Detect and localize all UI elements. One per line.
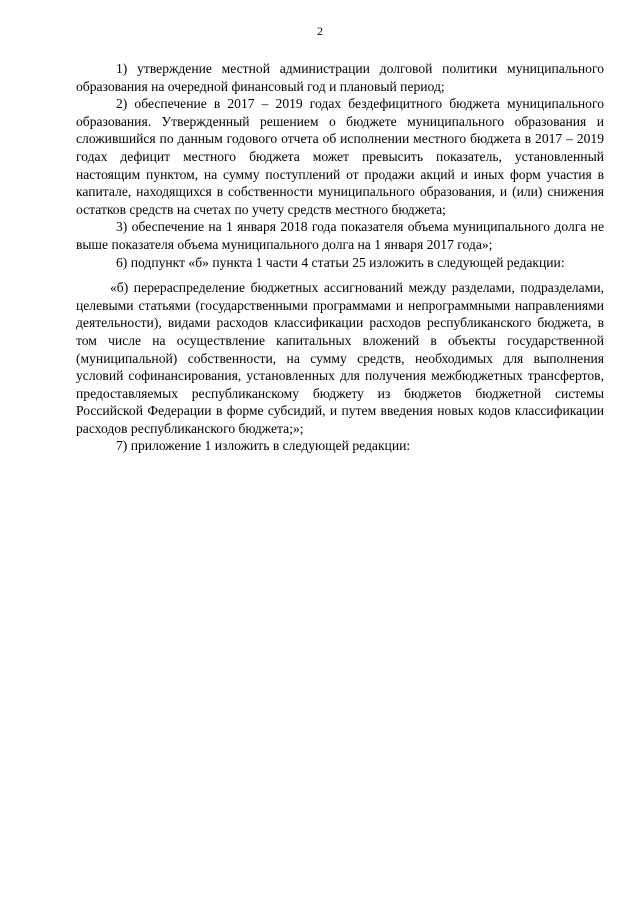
paragraph-4: 6) подпункт «б» пункта 1 части 4 статьи 25 изложить в следующей редакции: (116, 254, 565, 270)
paragraph-1: 1) утверждение местной администрации долговой политики муниципального образования на очередной финансовый год и плановый период; (76, 61, 604, 94)
quoted-paragraph: «б) перераспределение бюджетных ассигнований между разделами, подразделами, целевыми статьями (государственными программами и непрограммными направлениями деятельности), видами расходов классификации расходов республиканского бюджета, в том числе на осуществление капитальных вложений в объекты государственной (муниципальной) собственности, на сумму средств, необходимых для выполнения условий софинансирования, установленных для получения межбюджетных трансфертов, предоставляемых республиканскому бюджету из бюджетов бюджетной системы Российской Федерации в форме субсидий, и путем введения новых кодов классификации расходов республиканского бюджета;»; (76, 280, 604, 436)
paragraph-6: 7) приложение 1 изложить в следующей редакции: (116, 438, 411, 454)
page-number: 2 (317, 24, 323, 38)
paragraph-3: 3) обеспечение на 1 января 2018 года показателя объема муниципального долга не выше показателя объема муниципального долга на 1 января 2017 года»; (76, 219, 604, 252)
document-body (76, 60, 604, 455)
paragraph-2: 2) обеспечение в 2017 – 2019 годах бездефицитного бюджета муниципального образования. Утвержденный решением о бюджете муниципального образования и сложившийся по данным годового отчета об исполнении местного бюджета в 2017 – 2019 годах дефицит местного бюджета может превысить показатель, установленный настоящим пунктом, на сумму поступлений от продажи акций и иных форм участия в капитале, находящихся в собственности муниципального образования, и (или) снижения остатков средств на счетах по учету средств местного бюджета; (76, 96, 604, 217)
